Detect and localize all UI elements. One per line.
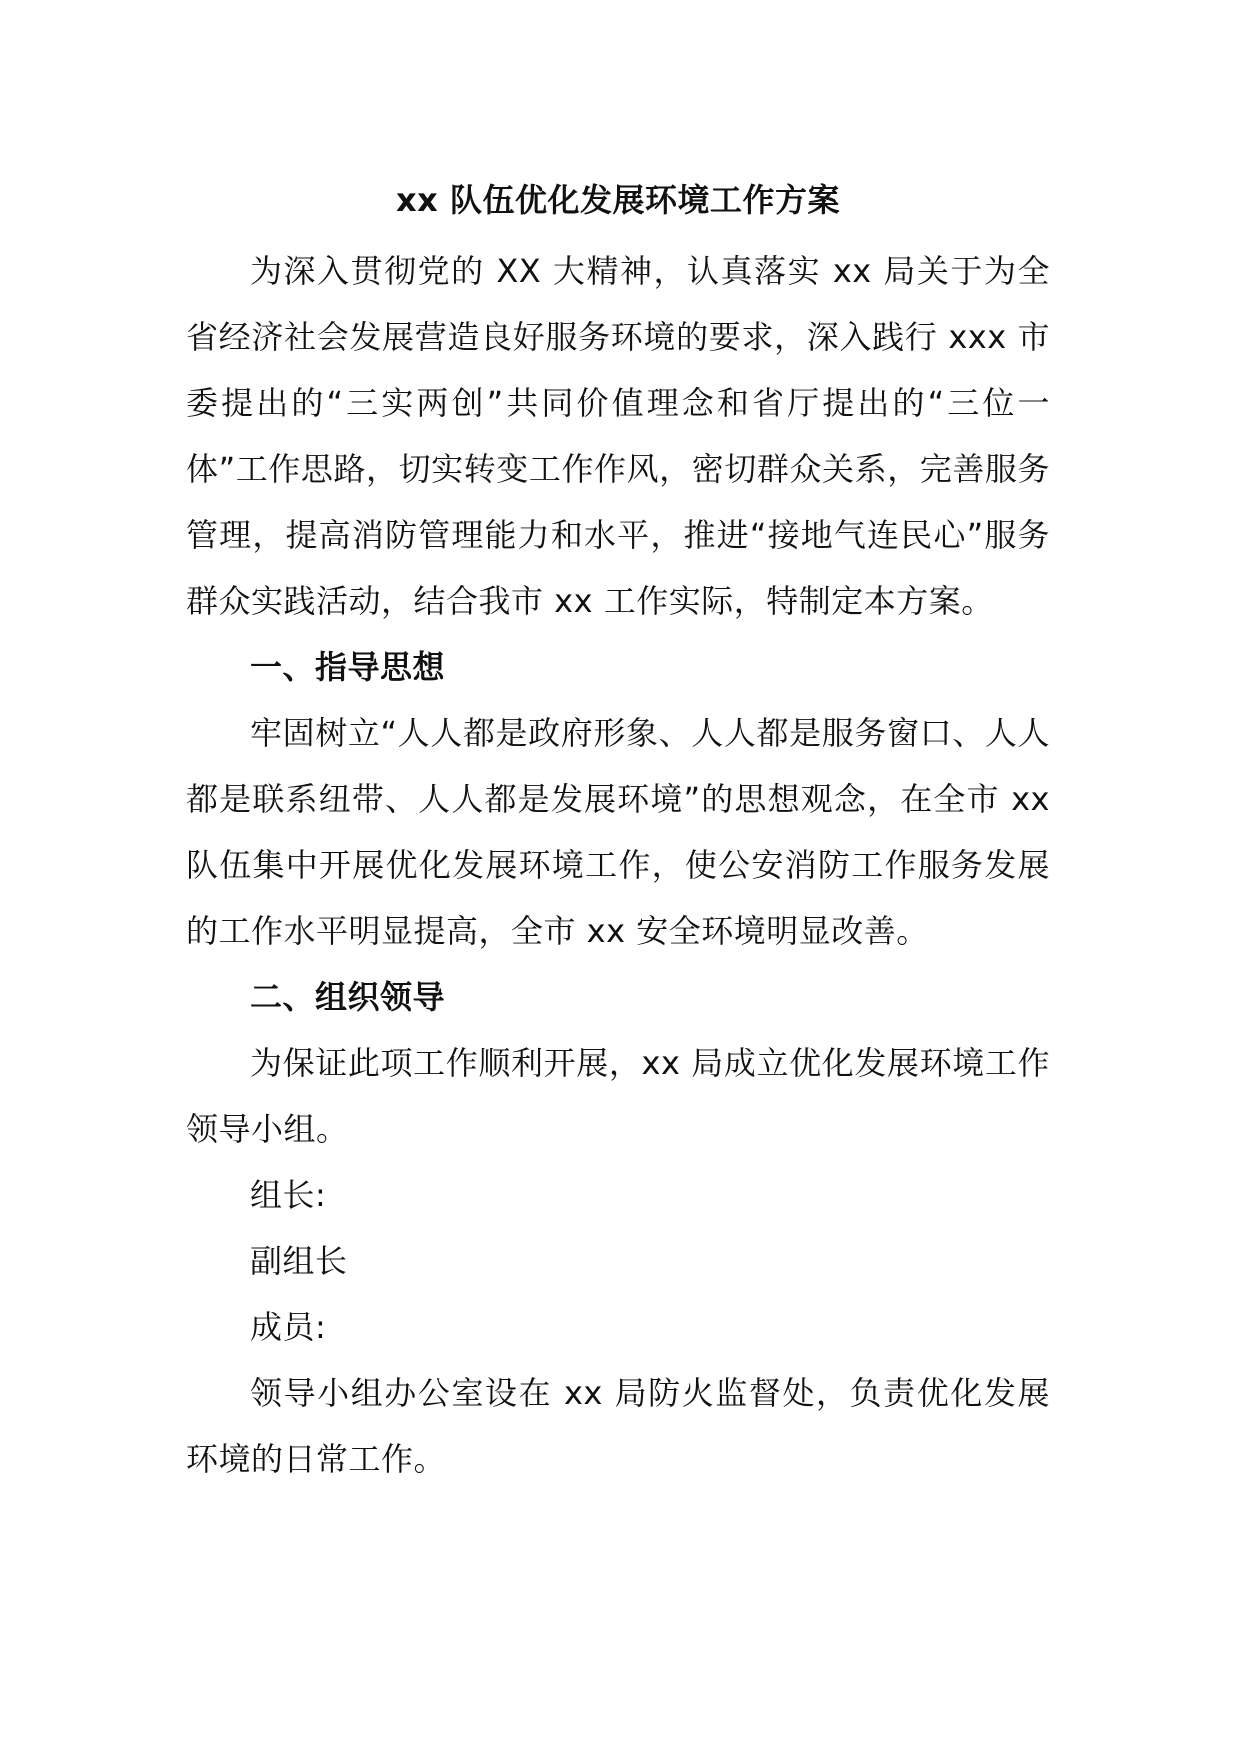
document-content	[186, 170, 1050, 1492]
office-paragraph: 领导小组办公室设在 xx 局防火监督处，负责优化发展环境的日常工作。	[186, 1374, 1050, 1478]
members-line: 成员:	[250, 1308, 327, 1346]
leader-line: 组长:	[250, 1176, 327, 1214]
deputy-leader-line: 副组长	[250, 1242, 348, 1280]
section-heading-guiding-ideology: 一、指导思想	[250, 648, 446, 686]
guiding-ideology-paragraph: 牢固树立“人人都是政府形象、人人都是服务窗口、人人都是联系纽带、人人都是发展环境”的思想观念，在全市 xx 队伍集中开展优化发展环境工作，使公安消防工作服务发展的工作水平明显提高，全市 xx 安全环境明显改善。	[186, 714, 1050, 950]
intro-paragraph: 为深入贯彻党的 XX 大精神，认真落实 xx 局关于为全省经济社会发展营造良好服务环境的要求，深入践行 xxx 市委提出的“三实两创”共同价值理念和省厅提出的“三位一体”工作思路，切实转变工作作风，密切群众关系，完善服务管理，提高消防管理能力和水平，推进“接地气连民心”服务群众实践活动，结合我市 xx 工作实际，特制定本方案。	[186, 252, 1050, 620]
organization-paragraph: 为保证此项工作顺利开展，xx 局成立优化发展环境工作领导小组。	[186, 1044, 1050, 1148]
section-heading-organization-leadership: 二、组织领导	[250, 978, 446, 1016]
document-title: xx 队伍优化发展环境工作方案	[396, 181, 840, 219]
